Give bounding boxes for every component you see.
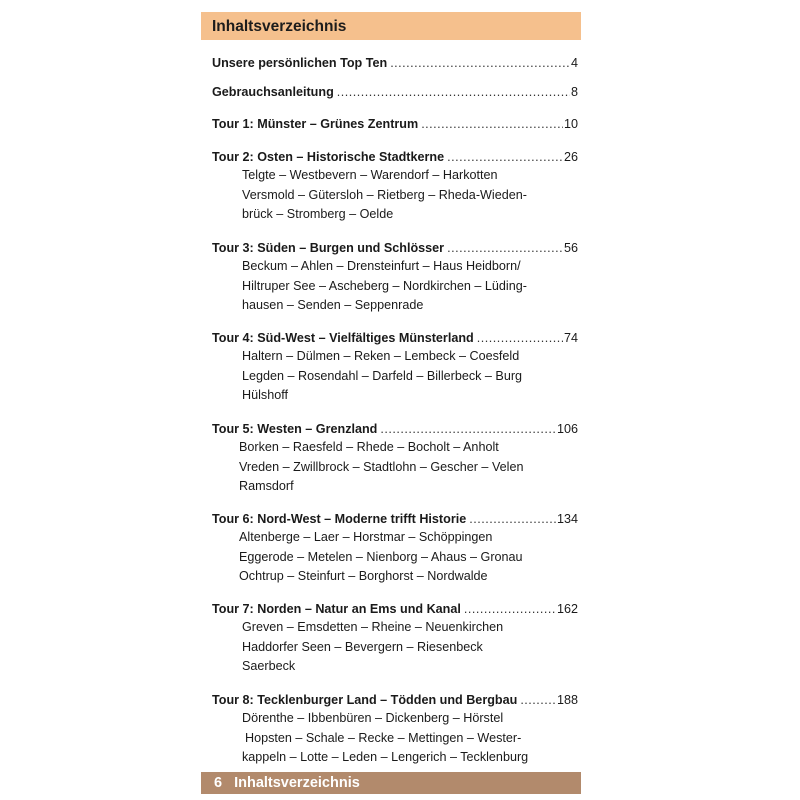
toc-place-line: Dörenthe – Ibbenbüren – Dickenberg – Hörstel [242,711,504,725]
toc-entry-title: Tour 6: Nord-West – Moderne trifft Historie [212,512,467,526]
toc-entry-places [201,528,581,587]
toc-entry [201,510,581,587]
toc-entry-line [201,510,581,528]
toc-header [201,12,581,40]
dot-leader [421,115,563,133]
dot-leader [337,83,570,101]
toc-place-line: Haddorfer Seen – Bevergern – Riesenbeck [242,639,483,654]
toc-place-line: Borken – Raesfeld – Rhede – Bocholt – Anholt [239,440,499,454]
toc-entry-page: 26 [563,150,578,164]
toc-entry [201,600,581,677]
toc-entry-page: 134 [556,512,578,526]
dot-leader [477,329,563,347]
toc-entry-line [201,115,581,133]
toc-entry-page: 162 [556,602,578,616]
toc-entry-places [201,618,581,677]
toc-entry-places [201,709,581,768]
toc-entry-line [201,420,581,438]
toc-entry-line [201,54,581,72]
toc-place-line: Vreden – Zwillbrock – Stadtlohn – Gescher – Velen [239,459,524,474]
toc-place-line: Legden – Rosendahl – Darfeld – Billerbeck – Burg [242,368,523,383]
toc-place-line: Haltern – Dülmen – Reken – Lembeck – Coesfeld [242,349,520,363]
toc-place-line: Telgte – Westbevern – Warendorf – Harkotten [242,168,498,182]
dot-leader [464,600,556,618]
toc-entry-page: 8 [570,85,578,99]
toc-entry-title: Unsere persönlichen Top Ten [212,56,388,70]
dot-leader [380,420,556,438]
toc-entry-page: 106 [556,422,578,436]
toc-place-line: Beckum – Ahlen – Drensteinfurt – Haus Heidborn/ [242,259,521,273]
dot-leader [390,54,570,72]
toc-entry-page: 74 [563,331,578,345]
toc-place-line: Greven – Emsdetten – Rheine – Neuenkirchen [242,620,504,634]
toc-place-line: Altenberge – Laer – Horstmar – Schöppingen [239,530,493,544]
toc-entry-places [201,257,581,316]
toc-entry [201,329,581,406]
toc-entry-title: Tour 3: Süden – Burgen und Schlösser [212,241,445,255]
toc-entry [201,148,581,225]
toc-entry-places [201,347,581,406]
toc-entry [201,115,581,133]
dot-leader [469,510,556,528]
dot-leader [447,239,563,257]
toc-entry-title: Tour 7: Norden – Natur an Ems und Kanal [212,602,461,616]
toc-entry-title: Tour 1: Münster – Grünes Zentrum [212,117,419,131]
toc-entry-line [201,329,581,347]
toc-entry [201,239,581,316]
toc-entry-line [201,83,581,101]
toc-place-line: Hopsten – Schale – Recke – Mettingen – Wester- [245,730,522,745]
dot-leader [447,148,563,166]
toc-entry-title: Tour 5: Westen – Grenzland [212,422,378,436]
page-footer [201,772,581,794]
toc-place-line: brück – Stromberg – Oelde [242,207,394,221]
toc-entry [201,420,581,497]
toc-entry-page: 4 [570,56,578,70]
toc-place-line: Ochtrup – Steinfurt – Borghorst – Nordwalde [239,569,488,583]
toc-entry-page: 56 [563,241,578,255]
toc-entry-title: Gebrauchsanleitung [212,85,334,99]
toc-entry-title: Tour 8: Tecklenburger Land – Tödden und Bergbau [212,693,518,707]
toc-page [201,12,581,798]
dot-leader [520,691,556,709]
toc-entry-page: 10 [563,117,578,131]
toc-entry-places [201,438,581,497]
footer-page-number: 6 [214,775,223,791]
toc-entry-title: Tour 2: Osten – Historische Stadtkerne [212,150,445,164]
toc-entry [201,83,581,101]
toc-place-line: Eggerode – Metelen – Nienborg – Ahaus – Gronau [239,549,523,564]
toc-entry-line [201,691,581,709]
toc-entry [201,54,581,72]
toc-place-line: Versmold – Gütersloh – Rietberg – Rheda-Wieden- [242,187,527,202]
toc-entry-line [201,600,581,618]
toc-place-line: Ramsdorf [239,479,294,493]
toc-entry [201,691,581,768]
toc-place-line: Saerbeck [242,659,296,673]
toc-place-line: Hülshoff [242,388,288,402]
toc-heading: Inhaltsverzeichnis [212,18,347,35]
toc-place-line: Hiltruper See – Ascheberg – Nordkirchen – Lüding- [242,278,527,293]
toc-entry-title: Tour 4: Süd-West – Vielfältiges Münsterland [212,331,474,345]
toc-place-line: hausen – Senden – Seppenrade [242,298,424,312]
footer-title: Inhaltsverzeichnis [234,775,360,791]
toc-entry-places [201,166,581,225]
toc-entry-page: 188 [556,693,578,707]
toc-place-line: kappeln – Lotte – Leden – Lengerich – Tecklenburg [242,750,529,764]
toc-entry-line [201,148,581,166]
toc-entry-line [201,239,581,257]
